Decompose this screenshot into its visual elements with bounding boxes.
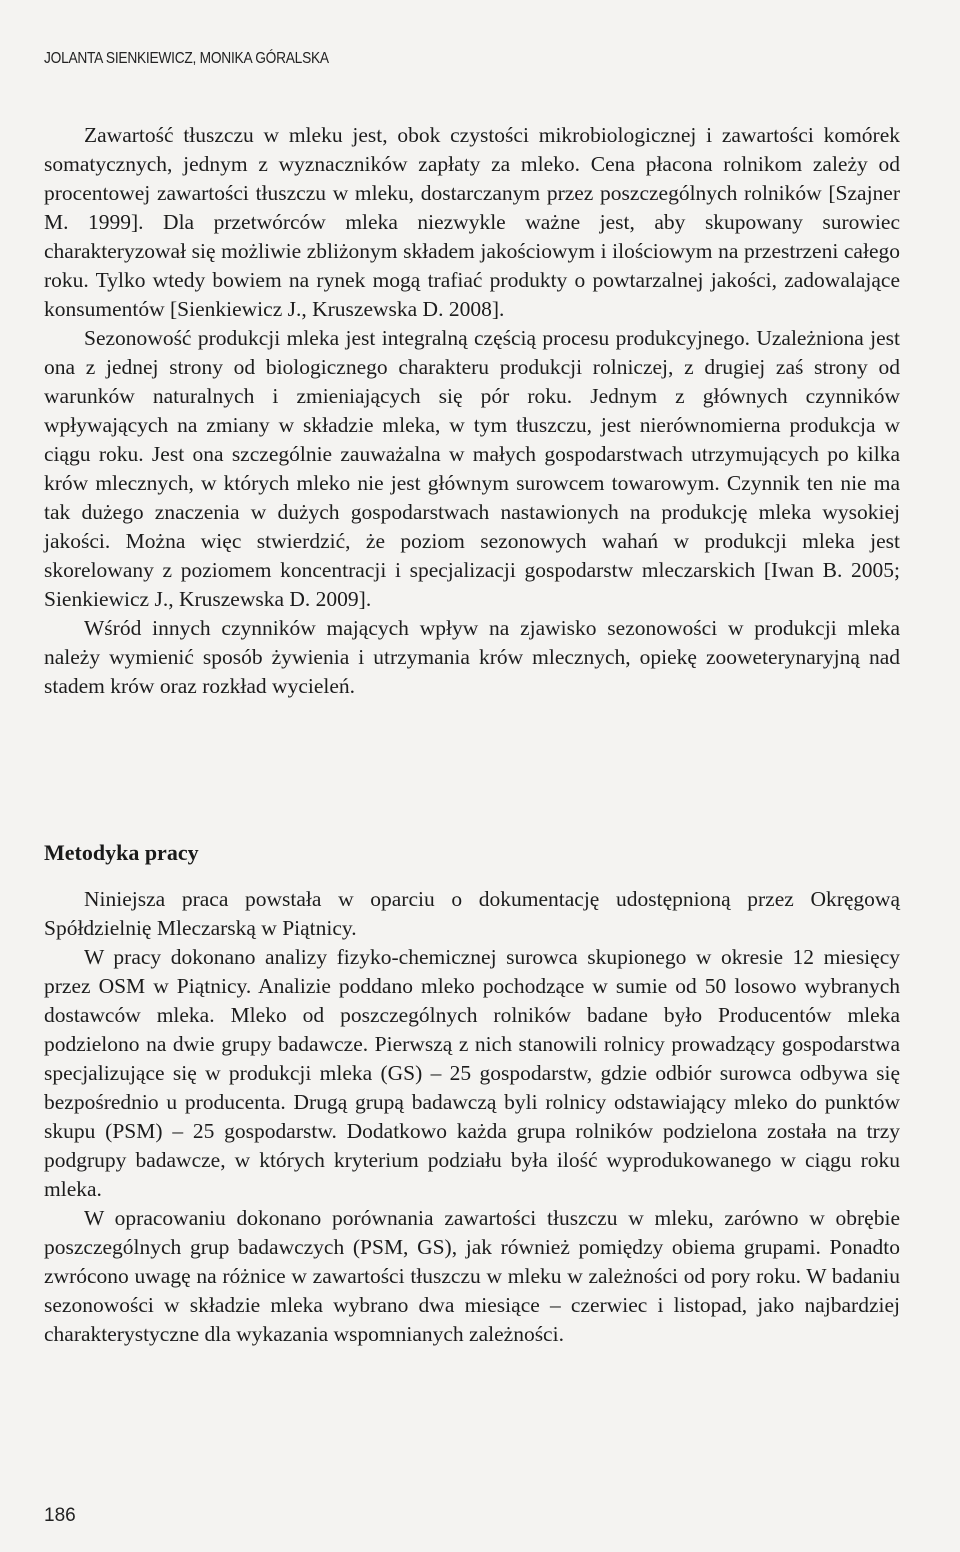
paragraph: Wśród innych czynników mających wpływ na zjawisko sezonowości w produkcji mleka należy wymienić sposób żywienia i utrzymania krów mlecznych, opiekę zooweterynaryjną nad stadem krów oraz rozkład wycieleń. bbox=[44, 616, 900, 698]
paragraph: Zawartość tłuszczu w mleku jest, obok czystości mikrobiologicznej i zawartości komórek somatycznych, jednym z wyznaczników zapłaty za mleko. Cena płacona rolnikom zależy od procentowej zawartości tłuszczu w mleku, dostarczanym przez poszczególnych rolników [Szajner M. 1999]. Dla przetwórców mleka niezwykle ważne jest, aby skupowany surowiec charakteryzował się możliwie zbliżonym składem jakościowym i ilościowym na przestrzeni całego roku. Tylko wtedy bowiem na rynek mogą trafiać produkty o powtarzalnej jakości, zadowalające konsumentów [Sienkiewicz J., Kruszewska D. 2008]. bbox=[44, 123, 900, 321]
paragraph: Sezonowość produkcji mleka jest integralną częścią procesu produkcyjnego. Uzależniona jest ona z jednej strony od biologicznego charakteru produkcji rolniczej, z drugiej zaś strony od warunków naturalnych i zmieniających się pór roku. Jednym z głównych czynników wpływających na zmiany w składzie mleka, w tym tłuszczu, jest nierównomierna produkcja w ciągu roku. Jest ona szczególnie zauważalna w małych gospodarstwach utrzymujących po kilka krów mlecznych, w których mleko nie jest głównym surowcem towarowym. Czynnik ten nie ma tak dużego znaczenia w dużych gospodarstwach nastawionych na produkcję mleka wysokiej jakości. Można więc stwierdzić, że poziom sezonowych wahań w produkcji mleka jest skorelowany z poziomem koncentracji i specjalizacji gospodarstw mleczarskich [Iwan B. 2005; Sienkiewicz J., Kruszewska D. 2009]. bbox=[44, 326, 900, 611]
section-heading: Metodyka pracy bbox=[44, 840, 199, 865]
paragraph: Niniejsza praca powstała w oparciu o dokumentację udostępnioną przez Okręgową Spółdzielnię Mleczarską w Piątnicy. bbox=[44, 887, 900, 940]
page-number: 186 bbox=[44, 1505, 76, 1526]
paragraph: W opracowaniu dokonano porównania zawartości tłuszczu w mleku, zarówno w obrębie poszczególnych grup badawczych (PSM, GS), jak również pomiędzy obiema grupami. Ponadto zwrócono uwagę na różnice w zawartości tłuszczu w mleku w zależności od pory roku. W badaniu sezonowości w składzie mleka wybrano dwa miesiące – czerwiec i listopad, jako najbardziej charakterystyczne dla wykazania wspomnianych zależności. bbox=[44, 1206, 900, 1346]
paragraph: W pracy dokonano analizy fizyko-chemicznej surowca skupionego w okresie 12 miesięcy przez OSM w Piątnicy. Analizie poddano mleko pochodzące w sumie od 50 losowo wybranych dostawców mleka. Mleko od poszczególnych rolników badane było Producentów mleka podzielono na dwie grupy badawcze. Pierwszą z nich stanowili rolnicy prowadzący gospodarstwa specjalizujące się w produkcji mleka (GS) – 25 gospodarstw, gdzie odbiór surowca odbywa się bezpośrednio u producenta. Drugą grupą badawczą byli rolnicy odstawiający mleko do punktów skupu (PSM) – 25 gospodarstw. Dodatkowo każda grupa rolników podzielona została na trzy podgrupy badawcze, w których kryterium podziału była ilość wyprodukowanego w ciągu roku mleka. bbox=[44, 945, 900, 1201]
intro-section bbox=[44, 121, 900, 701]
running-header-authors: JOLANTA SIENKIEWICZ, MONIKA GÓRALSKA bbox=[44, 50, 329, 67]
methods-section bbox=[44, 885, 900, 1349]
